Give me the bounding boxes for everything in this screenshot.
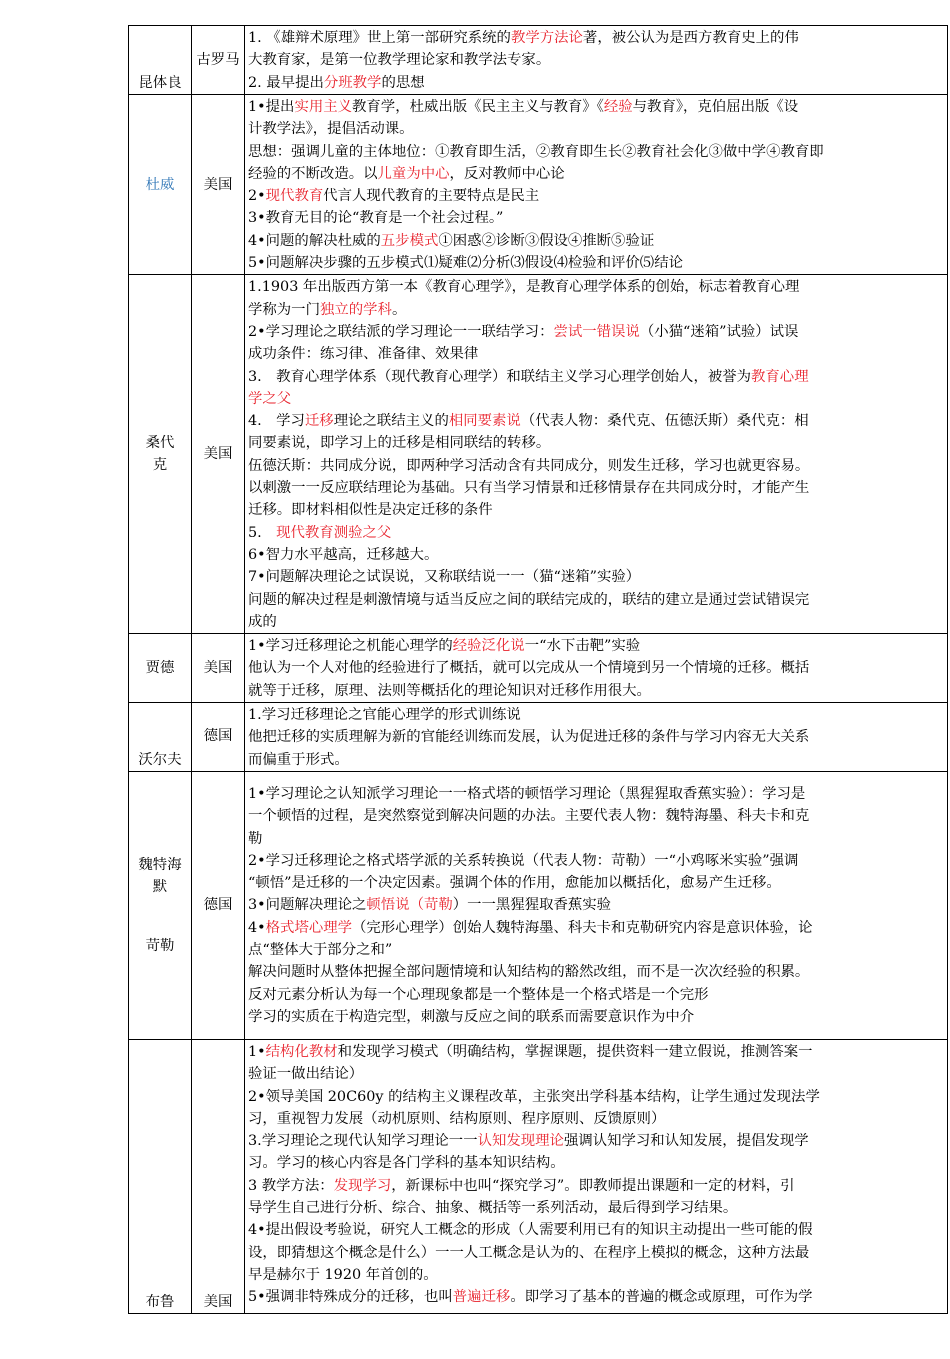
highlighted-term: 尝试一错误说	[553, 323, 640, 340]
text-segment: （代表人物：桑代克、伍德沃斯）桑代克：相	[520, 413, 809, 430]
country-cell: 美国	[192, 1039, 245, 1313]
highlighted-term: 教育心理	[751, 368, 809, 385]
text-segment: 2•领导美国 20C60y 的结构主义课程改革，主张突出学科基本结构，让学生通过发现法学	[248, 1088, 820, 1105]
description-line	[248, 1006, 944, 1028]
highlighted-term: 学之父	[248, 390, 292, 407]
text-segment: 学称为一门	[248, 301, 320, 318]
description-line	[248, 141, 944, 163]
text-segment: 3•教育无目的论“教育是一个社会过程。”	[248, 210, 504, 227]
description-cell	[245, 26, 948, 95]
description-line	[248, 299, 944, 321]
text-segment: 4•提出假设考验说，研究人工概念的形成（人需要利用已有的知识主动提出一些可能的假	[248, 1222, 813, 1239]
text-segment: ，反对教师中心论	[449, 165, 565, 182]
text-segment: 2•学习迁移理论之格式塔学派的关系转换说（代表人物：苛勒）一“小鸡啄米实验”强调	[248, 852, 799, 869]
description-line	[248, 207, 944, 229]
description-line	[248, 657, 944, 679]
description-line	[248, 1063, 944, 1085]
description-line	[248, 455, 944, 477]
highlighted-term: 五步模式	[380, 232, 439, 249]
text-segment: 强调认知学习和认知发展，提倡发现学	[563, 1133, 809, 1150]
text-segment: 1•学习迁移理论之机能心理学的	[248, 638, 453, 655]
table-row	[129, 703, 948, 772]
description-line	[248, 961, 944, 983]
table-row	[129, 26, 948, 95]
description-line	[248, 1286, 944, 1308]
text-segment: 1. 《雄辩术原理》世上第一部研究系统的	[248, 30, 511, 46]
text-segment: 一“水下击靶”实验	[524, 638, 641, 655]
person-name-text: 桑代克	[145, 434, 175, 474]
description-line	[248, 850, 944, 872]
country-cell: 德国	[192, 771, 245, 1039]
text-segment: 学习的实质在于构造完型，刺激与反应之间的联系而需要意识作为中介	[248, 1008, 695, 1025]
description-line	[248, 276, 944, 298]
educators-table	[128, 25, 948, 1314]
text-segment: 而偏重于形式。	[248, 751, 349, 768]
description-line	[248, 783, 944, 805]
highlighted-term: 经验泛化说	[452, 638, 525, 655]
text-segment: 成的	[248, 613, 277, 630]
text-segment: 导学生自己进行分析、综合、抽象、概括等一系列活动，最后得到学习结果。	[248, 1199, 738, 1216]
person-name: 杜威	[129, 95, 192, 275]
description-line	[248, 589, 944, 611]
description-cell	[245, 634, 948, 703]
description-line	[248, 1041, 944, 1063]
text-segment: （完形心理学）创始人魏特海墨、科夫卡和克勒研究内容是意识体验，论	[352, 919, 813, 936]
description-line	[248, 321, 944, 343]
text-segment: 勒	[248, 830, 263, 847]
person-name: 昆体良	[129, 26, 192, 95]
description-line	[248, 230, 944, 252]
text-segment: 习，重视智力发展（动机原则、结构原则、程序原则、反馈原则）	[248, 1110, 666, 1127]
text-segment: 4•问题的解决杜威的	[248, 232, 381, 249]
text-segment: 7•问题解决理论之试误说，又称联结说一一（猫“迷箱”实验）	[248, 569, 641, 586]
description-line	[248, 1219, 944, 1241]
text-segment: 1•提出	[248, 99, 295, 115]
description-line	[248, 1242, 944, 1264]
description-line	[248, 1152, 944, 1174]
text-segment: 。	[391, 301, 407, 318]
table-row	[129, 771, 948, 1039]
text-segment: 理论之联结主义的	[333, 413, 449, 430]
text-segment: ）一一黑猩猩取香蕉实验	[452, 897, 612, 914]
highlighted-term: 格式塔心理学	[265, 919, 353, 936]
text-segment: 同要素说，即学习上的迁移是相同联结的转移。	[248, 435, 551, 452]
text-segment: 经验的不断改造。以	[248, 165, 378, 182]
text-segment: 他把迁移的实质理解为新的官能经训练而发展，认为促进迁移的条件与学习内容无大关系	[248, 729, 810, 746]
text-segment: 习。学习的核心内容是各门学科的基本知识结构。	[248, 1155, 565, 1172]
highlighted-term: 认知发现理论	[477, 1133, 564, 1150]
highlighted-term: 经验	[603, 99, 633, 115]
description-line	[248, 27, 944, 49]
country-cell: 古罗马	[192, 26, 245, 95]
description-cell	[245, 703, 948, 772]
description-line	[248, 366, 944, 388]
text-segment: 2. 最早提出	[248, 74, 324, 91]
description-line	[248, 1197, 944, 1219]
highlighted-term: 现代教育	[265, 188, 324, 205]
text-segment: 以刺激一一反应联结理论为基础。只有当学习情景和迁移情景存在共同成分时，才能产生	[248, 480, 810, 497]
description-line	[248, 1175, 944, 1197]
text-segment: 计教学法》，提倡活动课。	[248, 121, 414, 138]
description-line	[248, 894, 944, 916]
text-segment: 迁移。即材料相似性是决定迁移的条件	[248, 502, 493, 519]
text-segment: （小猫“迷箱”试验）试误	[639, 323, 799, 340]
description-line	[248, 726, 944, 748]
description-line	[248, 917, 944, 939]
highlighted-term: 独立的学科	[319, 301, 392, 318]
text-segment: 5•问题解决步骤的五步模式⑴疑难⑵分析⑶假设⑷检验和评价⑸结论	[248, 255, 683, 272]
table-row	[129, 1039, 948, 1313]
highlighted-term: 迁移	[304, 413, 334, 430]
description-line	[248, 939, 944, 961]
highlighted-term: 顿悟说（苛勒	[366, 897, 453, 914]
text-segment: 4. 学习	[248, 413, 305, 430]
text-segment: 解决问题时从整体把握全部问题情境和认知结构的豁然改组，而不是一次次经验的积累。	[248, 964, 810, 981]
text-segment: 代言人现代教育的主要特点是民主	[323, 188, 540, 205]
text-segment: 点“整体大于部分之和”	[248, 941, 393, 958]
description-line	[248, 185, 944, 207]
description-line	[248, 1086, 944, 1108]
description-line	[248, 477, 944, 499]
text-segment: 早是赫尔于 1920 年首创的。	[248, 1266, 438, 1283]
person-name-cell	[129, 771, 192, 1039]
table-row	[129, 634, 948, 703]
highlighted-term: 发现学习	[333, 1177, 392, 1194]
text-segment: 5•强调非特殊成分的迁移，也叫	[248, 1289, 453, 1306]
description-line	[248, 163, 944, 185]
description-line	[248, 388, 944, 410]
description-cell	[245, 275, 948, 634]
text-segment: 一个顿悟的过程，是突然察觉到解决问题的办法。主要代表人物：魏特海墨、科夫卡和克	[248, 808, 810, 825]
text-segment: 。即学习了基本的普遍的概念或原理，可作为学	[510, 1289, 813, 1306]
text-segment: 1.1903 年出版西方第一本《教育心理学》，是教育心理学体系的创始，标志着教育心理	[248, 279, 800, 296]
highlighted-term: 相同要素说	[448, 413, 521, 430]
country-cell: 德国	[192, 703, 245, 772]
person-name: 魏特海默	[138, 856, 182, 896]
description-line	[248, 566, 944, 588]
description-line	[248, 872, 944, 894]
text-segment: 2•	[248, 188, 266, 205]
description-line	[248, 252, 944, 274]
description-line	[248, 544, 944, 566]
description-line	[248, 1108, 944, 1130]
person-name	[129, 275, 192, 634]
person-name: 布鲁	[129, 1039, 192, 1313]
description-line	[248, 343, 944, 365]
text-segment: 5.	[248, 524, 277, 541]
text-segment: 教育学，杜威出版《民主主义与教育》《	[352, 99, 604, 115]
description-line	[248, 805, 944, 827]
description-line	[248, 522, 944, 544]
highlighted-term: 教学方法论	[510, 30, 583, 46]
text-segment: 成功条件：练习律、准备律、效果律	[248, 346, 479, 363]
text-segment: 3.学习理论之现代认知学习理论一一	[248, 1133, 478, 1150]
text-segment: 就等于迁移，原理、法则等概括化的理论知识对迁移作用很大。	[248, 682, 651, 699]
description-line	[248, 984, 944, 1006]
table-row	[129, 95, 948, 275]
description-line	[248, 680, 944, 702]
description-line	[248, 72, 944, 94]
text-segment: 伍德沃斯：共同成分说，即两种学习活动含有共同成分，则发生迁移，学习也就更容易。	[248, 457, 810, 474]
description-line	[248, 49, 944, 71]
description-line	[248, 1130, 944, 1152]
text-segment: 他认为一个人对他的经验进行了概括，就可以完成从一个情境到另一个情境的迁移。概括	[248, 660, 810, 677]
text-segment: 1•学习理论之认知派学习理论一一格式塔的顿悟学习理论（黑猩猩取香蕉实验）：学习是	[248, 785, 806, 802]
text-segment: 1•	[248, 1043, 266, 1060]
description-line	[248, 749, 944, 771]
description-line	[248, 828, 944, 850]
description-line	[248, 611, 944, 633]
table-row	[129, 275, 948, 634]
description-cell	[245, 771, 948, 1039]
description-line	[248, 410, 944, 432]
text-segment: 验证一做出结论）	[248, 1066, 364, 1083]
country-cell: 美国	[192, 634, 245, 703]
highlighted-term: 分班教学	[323, 74, 382, 91]
text-segment: 问题的解决过程是刺激情境与适当反应之间的联结完成的，联结的建立是通过尝试错误完	[248, 591, 810, 608]
text-segment: 与教育》，克伯屈出版《设	[632, 99, 799, 115]
person-name: 贾德	[129, 634, 192, 703]
text-segment: 反对元素分析认为每一个心理现象都是一个整体是一个格式塔是一个完形	[248, 986, 709, 1003]
description-cell	[245, 1039, 948, 1313]
text-segment: 和发现学习模式（明确结构，掌握课题，提供资料一建立假说，推测答案一	[337, 1043, 813, 1060]
description-line	[248, 96, 944, 118]
country-cell: 美国	[192, 95, 245, 275]
text-segment: 4•	[248, 919, 266, 936]
highlighted-term: 实用主义	[294, 99, 353, 115]
text-segment: ，新课标中也叫“探究学习”。即教师提出课题和一定的材料，引	[391, 1177, 795, 1194]
description-cell	[245, 95, 948, 275]
text-segment: 6•智力水平越高，迁移越大。	[248, 546, 439, 563]
text-segment: “顿悟”是迁移的一个决定因素。强调个体的作用，愈能加以概括化，愈易产生迁移。	[248, 875, 781, 892]
text-segment: 1.学习迁移理论之官能心理学的形式训练说	[248, 707, 521, 724]
text-segment: 的思想	[381, 74, 425, 91]
country-cell: 美国	[192, 275, 245, 634]
person-name: 沃尔夫	[129, 703, 192, 772]
text-segment: 3. 教育心理学体系（现代教育心理学）和联结主义学习心理学创始人，被誉为	[248, 368, 752, 385]
description-line	[248, 704, 944, 726]
highlighted-term: 现代教育测验之父	[276, 524, 392, 541]
text-segment: ①困惑②诊断③假设④推断⑤验证	[438, 232, 655, 249]
text-segment: 思想：强调儿童的主体地位：①教育即生活，②教育即生长②教育社会化③做中学④教育即	[248, 143, 824, 160]
description-line	[248, 1264, 944, 1286]
description-line	[248, 499, 944, 521]
text-segment: 3 教学方法：	[248, 1177, 334, 1194]
person-name-secondary: 苛勒	[145, 937, 175, 954]
text-segment: 设，即猜想这个概念是什么）一一人工概念是认为的、在程序上模拟的概念，这种方法最	[248, 1244, 810, 1261]
text-segment: 大教育家，是第一位教学理论家和教学法专家。	[248, 52, 551, 69]
description-line	[248, 432, 944, 454]
highlighted-term: 儿童为中心	[377, 165, 450, 182]
description-line	[248, 118, 944, 140]
text-segment: 2•学习理论之联结派的学习理论一一联结学习：	[248, 323, 554, 340]
text-segment: 3•问题解决理论之	[248, 897, 367, 914]
highlighted-term: 结构化教材	[265, 1043, 338, 1060]
highlighted-term: 普遍迁移	[452, 1289, 511, 1306]
description-line	[248, 635, 944, 657]
text-segment: 著，被公认为是西方教育史上的伟	[582, 30, 799, 46]
